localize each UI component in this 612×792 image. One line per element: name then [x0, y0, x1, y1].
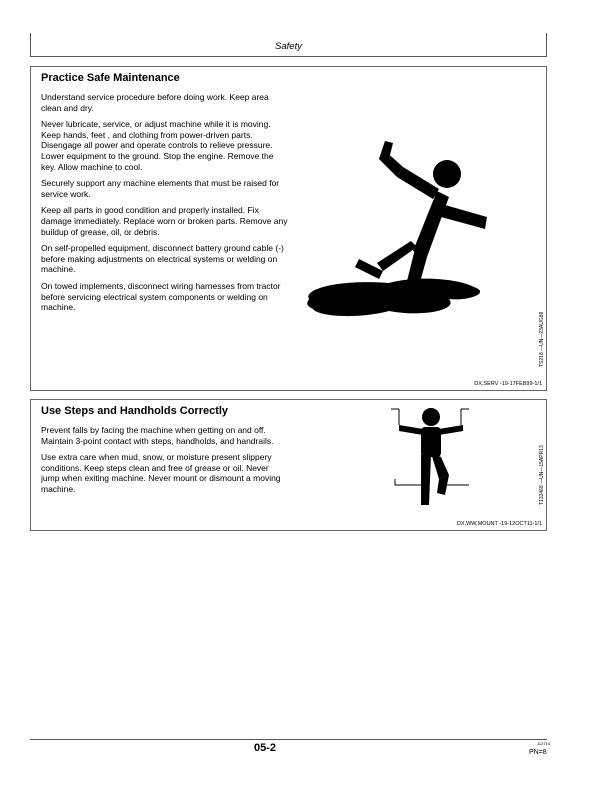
climbing-person-icon	[381, 405, 481, 511]
slipping-person-icon	[299, 129, 495, 337]
paragraph: Prevent falls by facing the machine when getting on and off. Maintain 3-point contact with steps, handholds, and handrails.	[41, 425, 274, 446]
page-number: 05-2	[254, 742, 277, 754]
section-steps-handholds	[30, 399, 547, 531]
doc-code: DX,WW,MOUNT -19-12OCT11-1/1	[456, 521, 542, 527]
section-safe-maintenance	[30, 66, 547, 391]
paragraph: Never lubricate, service, or adjust machine while it is moving. Keep hands, feet , and clothing from power-driven parts. Disengage all power and operate controls to relieve pressure. Lower equipment to the ground. Stop the engine. Remove the key. Allow machine to cool.	[41, 119, 274, 172]
section-body	[41, 425, 289, 501]
image-code: TS218 —UN—23AUG88	[539, 311, 545, 367]
doc-code: DX,SERV -19-17FEB99-1/1	[474, 381, 542, 387]
header-rule	[30, 56, 547, 57]
paragraph: On towed implements, disconnect wiring harnesses from tractor before servicing electrical system components or welding on machine.	[41, 280, 281, 313]
section-title: Use Steps and Handholds Correctly	[41, 405, 229, 417]
section-body	[41, 92, 289, 319]
footer-rule	[30, 739, 547, 740]
paragraph: Understand service procedure before doing work. Keep area clean and dry.	[41, 92, 269, 113]
paragraph: Use extra care when mud, snow, or moisture present slippery conditions. Keep steps clean and free of grease or oil. Never jump when exiting machine. Never mount or dismount a moving machine.	[41, 452, 281, 494]
paragraph: Securely support any machine elements that must be raised for service work.	[41, 178, 280, 199]
header-title: Safety	[275, 41, 302, 52]
image-code: T133468 —UN—15APR13	[539, 445, 545, 505]
paragraph: Keep all parts in good condition and properly installed. Fix damage immediately. Replace worn or broken parts. Remove any buildup of grease, oil, or debris.	[41, 205, 288, 237]
section-title: Practice Safe Maintenance	[41, 72, 180, 84]
pn-label: PN=8	[529, 749, 547, 756]
footer-small-code: 112714	[537, 741, 551, 746]
paragraph: On self-propelled equipment, disconnect battery ground cable (-) before making adjustments on electrical systems or welding on machine.	[41, 243, 284, 275]
